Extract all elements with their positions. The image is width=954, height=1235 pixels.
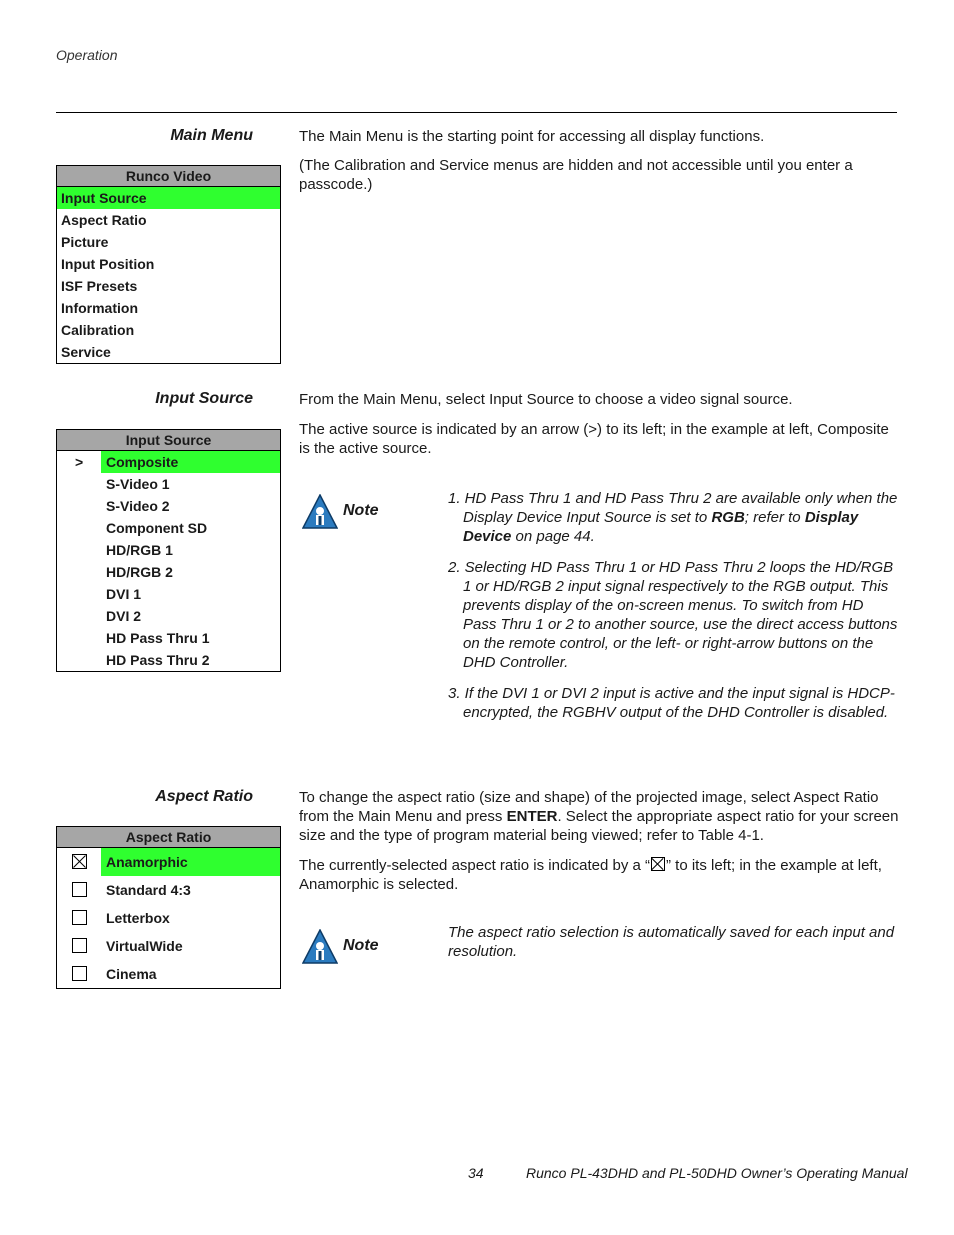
main-menu-item-service[interactable]: Service (61, 344, 111, 360)
page-number: 34 (468, 1165, 484, 1181)
manual-title: Runco PL-43DHD and PL-50DHD Owner’s Operating Manual (526, 1165, 908, 1181)
main-menu-item-picture[interactable]: Picture (61, 234, 109, 250)
main-menu-para1: The Main Menu is the starting point for accessing all display functions. (299, 128, 765, 145)
main-menu-item-information[interactable]: Information (61, 300, 138, 316)
note-item-1: 1. HD Pass Thru 1 and HD Pass Thru 2 are available only when the Display Device Input Source is set to RGB; refer to Display Device on page 44. (448, 490, 898, 545)
input-source-text (299, 390, 899, 458)
checked-box-icon (651, 857, 665, 871)
section-heading-aspect-ratio: Aspect Ratio (155, 788, 253, 805)
input-source-item-hd-pass-thru-2[interactable]: HD Pass Thru 2 (106, 652, 210, 668)
top-rule (56, 112, 897, 113)
main-menu-title: Runco Video (57, 166, 280, 187)
note-item-3: 3. If the DVI 1 or DVI 2 input is active and the input signal is HDCP-encrypted, the RGBHV output of the DHD Controller is disabled. (448, 685, 895, 721)
input-source-notes (448, 489, 898, 722)
active-source-arrow: > (75, 454, 84, 470)
note-item-2: 2. Selecting HD Pass Thru 1 or HD Pass Thru 2 loops the HD/RGB 1 or HD/RGB 2 input signal respectively to the RGB output. This prevents display of the on-screen menus. To switch from HD Pass Thru 1 or 2 to another source, use the direct access buttons on the remote control, or the left- or right-arrow buttons on the DHD Controller. (448, 559, 898, 671)
aspect-ratio-item-anamorphic[interactable]: Anamorphic (57, 848, 280, 876)
aspect-ratio-note (448, 923, 898, 961)
note-label-2: Note (343, 937, 379, 954)
aspect-ratio-item-standard-4-3[interactable]: Standard 4:3 (57, 876, 280, 904)
empty-box-icon (72, 966, 87, 981)
main-menu-item-calibration[interactable]: Calibration (61, 322, 135, 338)
aspect-ratio-item-virtualwide[interactable]: VirtualWide (57, 932, 280, 960)
input-source-item-dvi-2[interactable]: DVI 2 (106, 608, 142, 624)
aspect-ratio-note-text: The aspect ratio selection is automatically saved for each input and resolution. (448, 924, 895, 960)
main-menu-item-input-position[interactable]: Input Position (61, 256, 155, 272)
aspect-ratio-para2: The currently-selected aspect ratio is indicated by a “ ” to its left; in the example at left, Anamorphic is selected. (299, 857, 882, 893)
aspect-ratio-item-letterbox[interactable]: Letterbox (57, 904, 280, 932)
input-source-item-component-sd[interactable]: Component SD (106, 520, 208, 536)
input-source-item-hd-rgb-2[interactable]: HD/RGB 2 (106, 564, 173, 580)
main-menu-text (299, 127, 899, 194)
input-source-item-s-video-2[interactable]: S-Video 2 (106, 498, 170, 514)
note-pointer-icon (302, 929, 338, 965)
input-source-item-s-video-1[interactable]: S-Video 1 (106, 476, 170, 492)
empty-box-icon (72, 882, 87, 897)
input-source-menu-panel (56, 429, 281, 672)
input-source-para2: The active source is indicated by an arrow (>) to its left; in the example at left, Composite is the active source. (299, 421, 889, 457)
main-menu-panel (56, 165, 281, 364)
main-menu-item-isf-presets[interactable]: ISF Presets (61, 278, 138, 294)
main-menu-item-input-source[interactable]: Input Source (57, 187, 280, 209)
empty-box-icon (72, 910, 87, 925)
input-source-para1: From the Main Menu, select Input Source to choose a video signal source. (299, 391, 793, 408)
checked-box-icon (72, 854, 87, 869)
section-heading-main-menu: Main Menu (170, 127, 253, 144)
aspect-ratio-menu-panel (56, 826, 281, 989)
aspect-ratio-menu-title: Aspect Ratio (57, 827, 280, 848)
note-pointer-icon (302, 494, 338, 530)
aspect-ratio-para1: To change the aspect ratio (size and shape) of the projected image, select Aspect Ratio from the Main Menu and press ENTER. Select the appropriate aspect ratio for your screen size and the type of program material being viewed; refer to Table 4-1. (299, 789, 899, 844)
aspect-ratio-text (299, 788, 899, 894)
aspect-ratio-item-cinema[interactable]: Cinema (57, 960, 280, 988)
running-head: Operation (56, 47, 118, 63)
input-source-menu-title: Input Source (57, 430, 280, 451)
input-source-item-hd-rgb-1[interactable]: HD/RGB 1 (106, 542, 173, 558)
input-source-item-composite[interactable]: > Composite (57, 451, 280, 473)
main-menu-item-aspect-ratio[interactable]: Aspect Ratio (61, 212, 147, 228)
input-source-item-hd-pass-thru-1[interactable]: HD Pass Thru 1 (106, 630, 210, 646)
section-heading-input-source: Input Source (155, 390, 253, 407)
input-source-item-dvi-1[interactable]: DVI 1 (106, 586, 142, 602)
empty-box-icon (72, 938, 87, 953)
note-label-1: Note (343, 502, 379, 519)
main-menu-para2: (The Calibration and Service menus are hidden and not accessible until you enter a passcode.) (299, 157, 853, 193)
